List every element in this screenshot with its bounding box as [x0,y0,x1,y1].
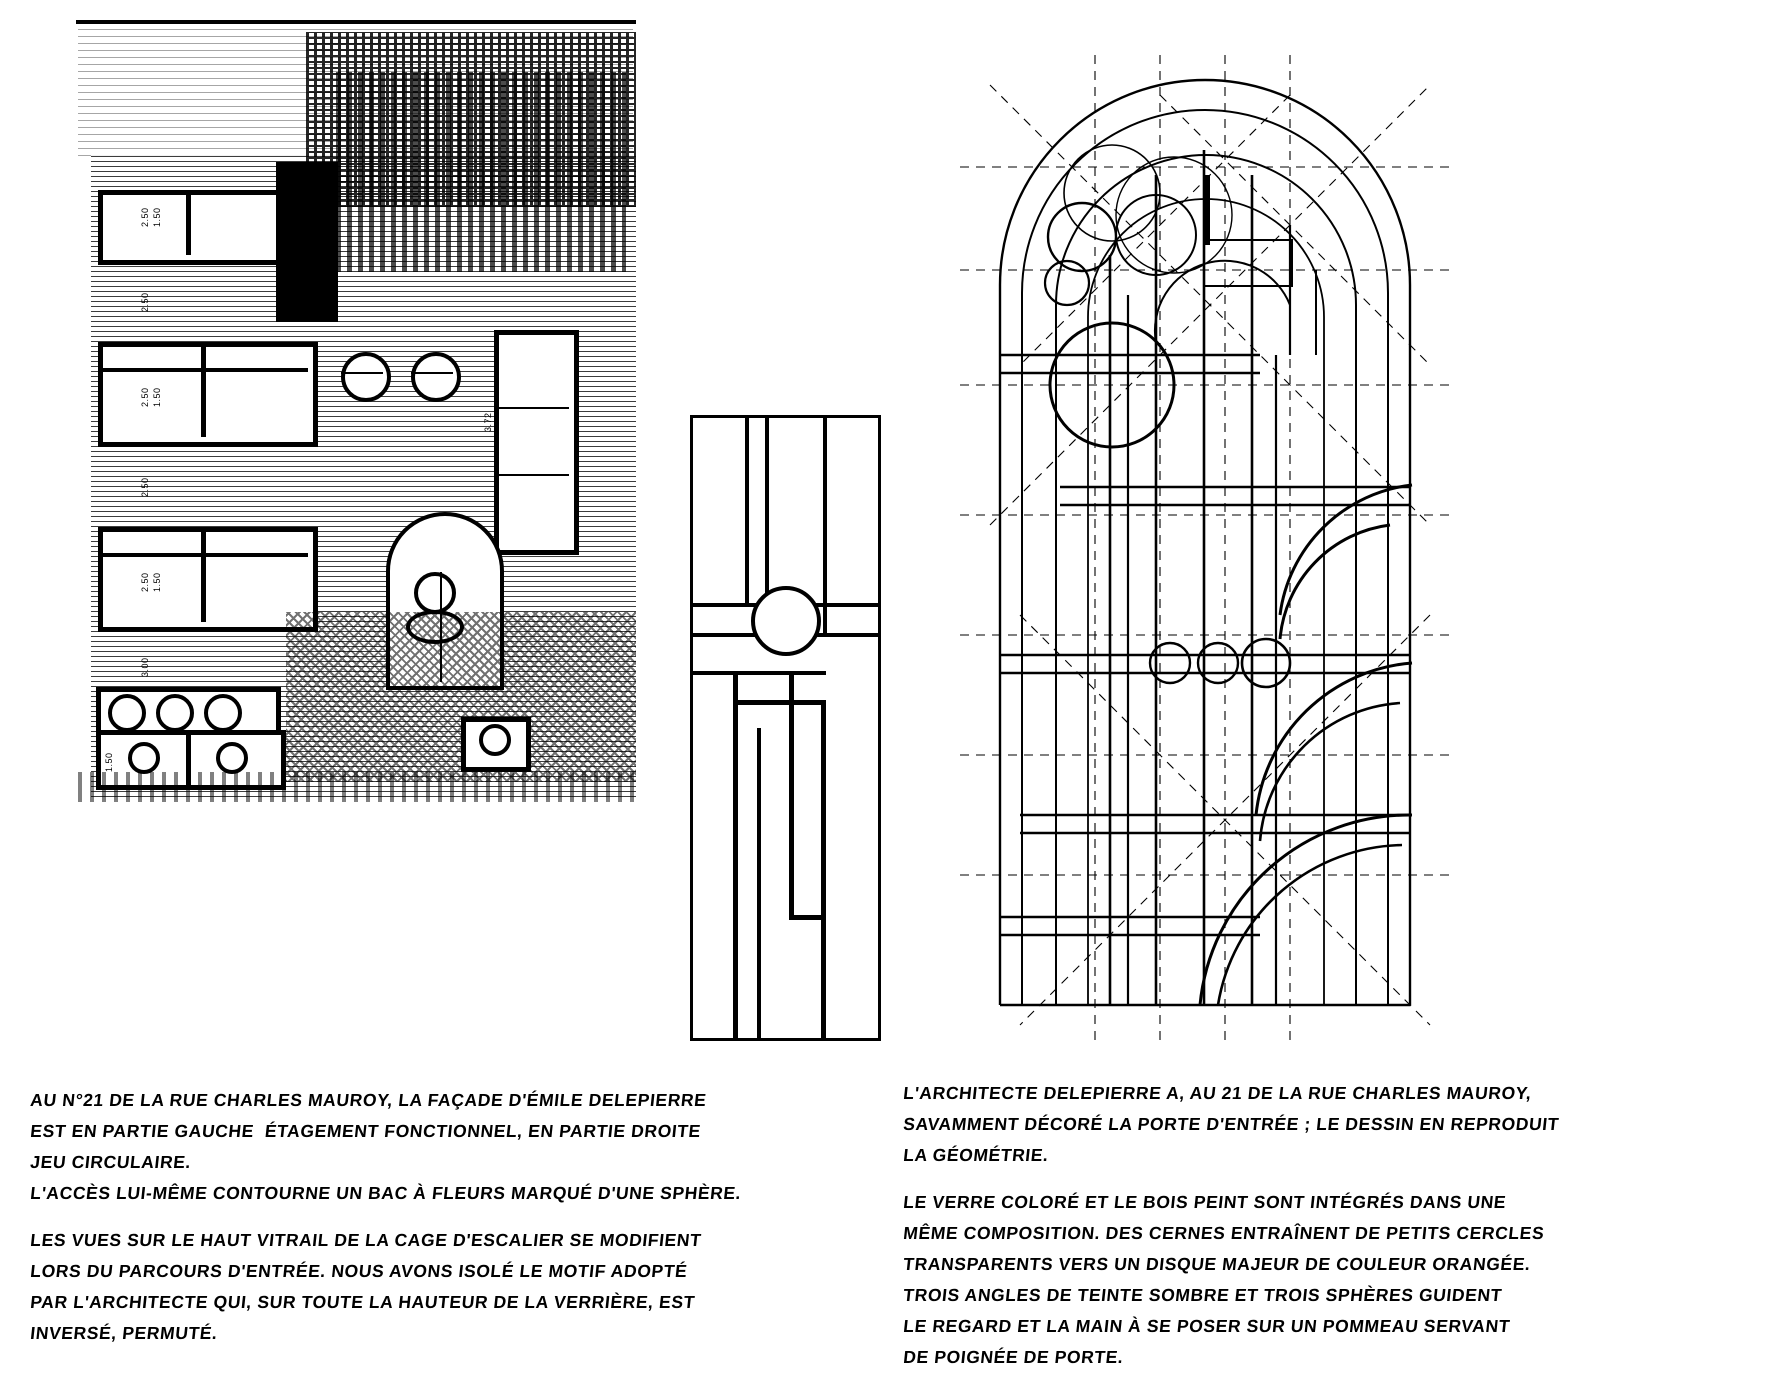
dimension-label: 3.72 [483,412,493,432]
garage-door-handle [216,742,248,774]
panel-vertical-bar-1 [745,418,749,603]
dimension-label: 1.50 [152,207,162,227]
oculus-window-left [341,352,391,402]
facade-shadow-band-3 [276,162,338,322]
dimension-label: 2.50 [140,477,150,497]
caption-right-spacer [905,1171,1735,1187]
window-transom [98,368,308,372]
dimension-label: 1.50 [152,387,162,407]
panel-vertical-bar-4 [733,673,738,1038]
panel-horizontal-bar-4 [733,700,826,705]
window-floor1-left [98,527,318,632]
caption-right-p2-l1: LE VERRE COLORÉ ET LE BOIS PEINT SONT INTÉGRÉS DANS UNE [902,1192,1508,1212]
dimension-label: 1.50 [152,572,162,592]
garage-roundel [156,694,194,732]
garage-roundel [108,694,146,732]
window-mullion [201,527,206,622]
dimension-label: 2.50 [140,207,150,227]
caption-left-p1-l1: AU N°21 DE LA RUE CHARLES MAUROY, LA FAÇADE D'ÉMILE DELEPIERRE [29,1090,708,1110]
panel-vertical-bar-2 [765,418,769,603]
dimension-label: 2.50 [140,387,150,407]
caption-right-p2-l3: TRANSPARENTS VERS UN DISQUE MAJEUR DE COULEUR ORANGÉE. [902,1254,1532,1274]
caption-left-p2-l3: PAR L'ARCHITECTE QUI, SUR TOUTE LA HAUTEUR DE LA VERRIÈRE, EST [29,1292,697,1312]
panel-horizontal-bar-5 [789,915,826,920]
figure-door-motif-panel [690,415,881,1041]
caption-left [29,1085,862,1349]
window-mullion [201,342,206,437]
oculus-window-right [411,352,461,402]
oculus-bar [411,372,453,374]
panel-vertical-bar-6 [821,700,826,1038]
garage-roundel [204,694,242,732]
street-foreground [78,772,634,802]
dimension-label: 3.00 [140,657,150,677]
panel-vertical-bar-3 [823,418,827,633]
panel-vertical-bar-5 [789,673,794,918]
figure-stained-glass [960,55,1450,1045]
stairwell-window-transom [494,407,569,409]
caption-left-p1-l2: EST EN PARTIE GAUCHE ÉTAGEMENT FONCTIONNEL, EN PARTIE DROITE [29,1121,702,1141]
entrance-sphere [414,572,456,614]
stairwell-window [494,330,579,555]
caption-right-p1-l2: SAVAMMENT DÉCORÉ LA PORTE D'ENTRÉE ; LE DESSIN EN REPRODUIT [902,1114,1561,1134]
caption-right-p2-l2: MÊME COMPOSITION. DES CERNES ENTRAÎNENT DE PETITS CERCLES [902,1223,1546,1243]
caption-left-p2-l4: INVERSÉ, PERMUTÉ. [29,1323,219,1343]
caption-right-p2-l5: LE REGARD ET LA MAIN À SE POSER SUR UN POMMEAU SERVANT [902,1316,1512,1336]
basement-window-roundel [479,724,511,756]
caption-right-p1-l3: LA GÉOMÉTRIE. [902,1145,1050,1165]
garage-door-handle [128,742,160,774]
dimension-label: 1.50 [104,752,114,772]
stairwell-window-transom [494,474,569,476]
caption-left-p1-l4: L'ACCÈS LUI-MÊME CONTOURNE UN BAC À FLEURS MARQUÉ D'UNE SPHÈRE. [29,1183,743,1203]
photo-top-border [76,20,636,24]
photo-grain-upper-2 [336,72,626,272]
window-floor2-left [98,342,318,447]
panel-horizontal-bar-3 [693,671,826,675]
caption-left-p2-l1: LES VUES SUR LE HAUT VITRAIL DE LA CAGE D'ESCALIER SE MODIFIENT [29,1230,703,1250]
caption-left-spacer [32,1209,862,1225]
caption-right-p2-l6: DE POIGNÉE DE PORTE. [902,1347,1125,1367]
caption-right [902,1078,1735,1373]
window-mullion [186,190,191,255]
panel-vertical-bar-7 [757,728,761,1038]
dimension-label: 2.50 [140,292,150,312]
dimension-label: 2.50 [140,572,150,592]
caption-left-p2-l2: LORS DU PARCOURS D'ENTRÉE. NOUS AVONS ISOLÉ LE MOTIF ADOPTÉ [29,1261,689,1281]
caption-right-p2-l4: TROIS ANGLES DE TEINTE SOMBRE ET TROIS SPHÈRES GUIDENT [902,1285,1504,1305]
figure-facade-photo [36,12,656,877]
window-transom [98,553,308,557]
panel-circle [751,586,821,656]
oculus-bar [341,372,383,374]
caption-right-p1-l1: L'ARCHITECTE DELEPIERRE A, AU 21 DE LA RUE CHARLES MAUROY, [902,1083,1533,1103]
caption-left-p1-l3: JEU CIRCULAIRE. [29,1152,193,1172]
